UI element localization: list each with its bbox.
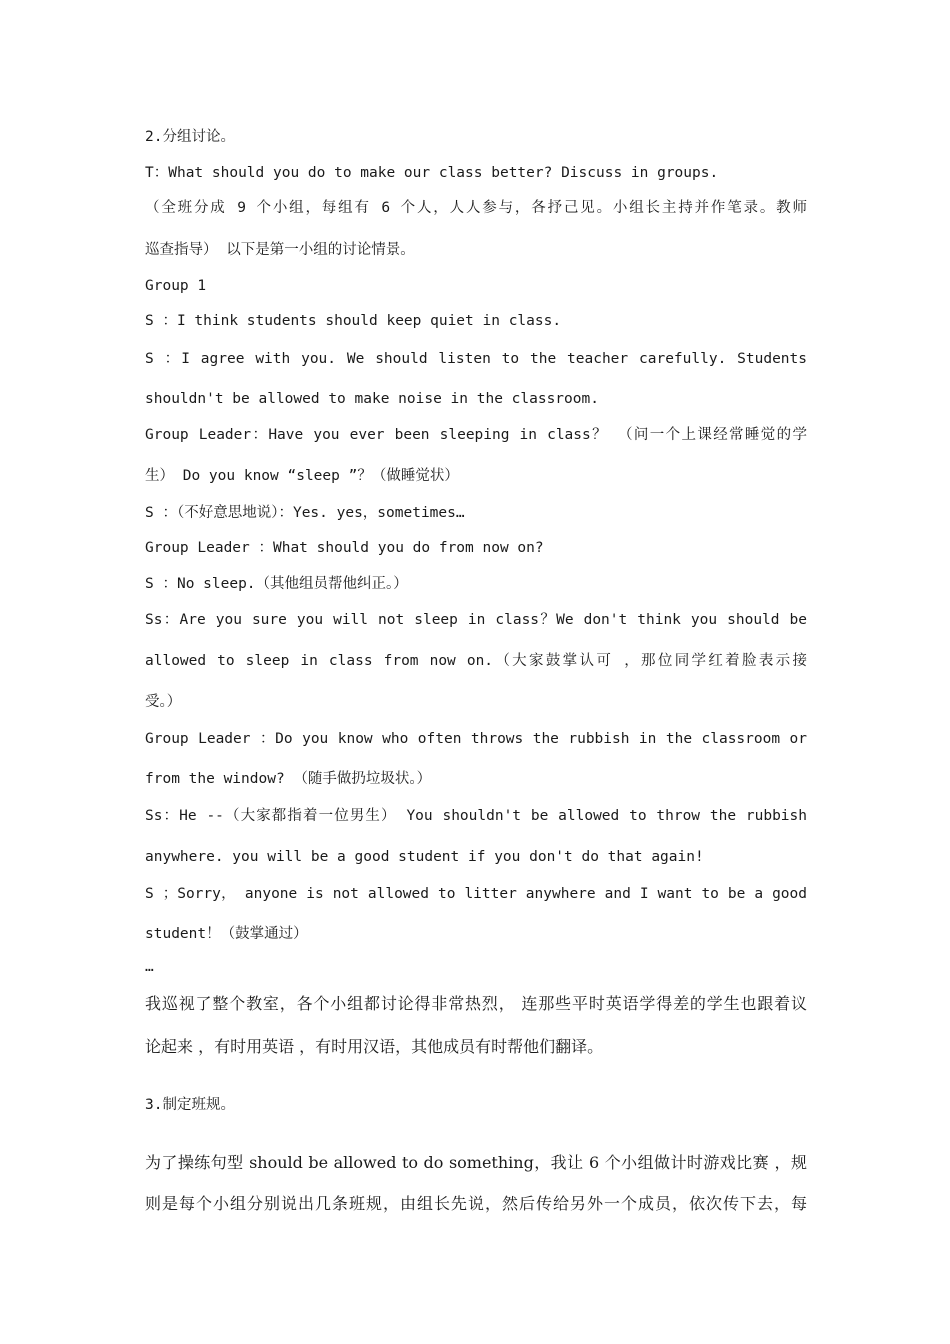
text-line: 论起来 ，有时用英语 ，有时用汉语，其他成员有时帮他们翻译。 — [145, 1037, 604, 1056]
text-line: allowed to sleep in class from now on.（大家鼓掌认可 ，那位同学红着脸表示接 — [145, 653, 807, 669]
text-line: S ：I think students should keep quiet in class. — [145, 313, 562, 329]
text-line: 巡查指导） 以下是第一小组的讨论情景。 — [145, 242, 415, 258]
text-line: anywhere. you will be a good student if you don't do that again! — [145, 849, 704, 865]
text-line: S ；Sorry， anyone is not allowed to litter anywhere and I want to be a good — [145, 886, 807, 902]
text-line: Group Leader ：What should you do from now on? — [145, 540, 544, 556]
text-line: 我巡视了整个教室，各个小组都讨论得非常热烈， 连那些平时英语学得差的学生也跟着议 — [145, 994, 807, 1013]
text-line: 生） Do you know “sleep ”？（做睡觉状） — [145, 468, 459, 484]
section-heading-class-rules: 3.制定班规。 — [145, 1097, 235, 1113]
text-line: 则是每个小组分别说出几条班规，由组长先说，然后传给另外一个成员，依次传下去，每 — [145, 1194, 807, 1213]
text-line: Group Leader：Have you ever been sleeping in class？ （问一个上课经常睡觉的学 — [145, 427, 807, 443]
text-line: Group Leader ：Do you know who often throws the rubbish in the classroom or — [145, 731, 807, 747]
text-line: 为了操练句型 should be allowed to do something，我让 6 个小组做计时游戏比赛 ，规 — [145, 1153, 807, 1172]
ellipsis-line: … — [145, 959, 154, 975]
text-line: S ：No sleep.（其他组员帮他纠正。） — [145, 576, 408, 592]
text-line: （全班分成 9 个小组，每组有 6 个人，人人参与，各抒己见。小组长主持并作笔录。教师 — [145, 200, 807, 216]
text-line: shouldn't be allowed to make noise in the classroom. — [145, 391, 599, 407]
text-line: T：What should you do to make our class better? Discuss in groups. — [145, 165, 719, 181]
text-line: from the window? （随手做扔垃圾状。） — [145, 771, 432, 787]
text-line: Ss：He --（大家都指着一位男生） You shouldn't be allowed to throw the rubbish — [145, 808, 807, 824]
text-line: 受。） — [145, 694, 182, 710]
text-line: student！（鼓掌通过） — [145, 926, 308, 942]
text-line: Group 1 — [145, 278, 207, 294]
text-line: S ：（不好意思地说）：Yes. yes，sometimes… — [145, 505, 465, 521]
text-line: Ss：Are you sure you will not sleep in class？We don't think you should be — [145, 612, 807, 628]
text-line: S ：I agree with you. We should listen to the teacher carefully. Students — [145, 351, 807, 367]
section-heading-group-discussion: 2.分组讨论。 — [145, 129, 235, 145]
